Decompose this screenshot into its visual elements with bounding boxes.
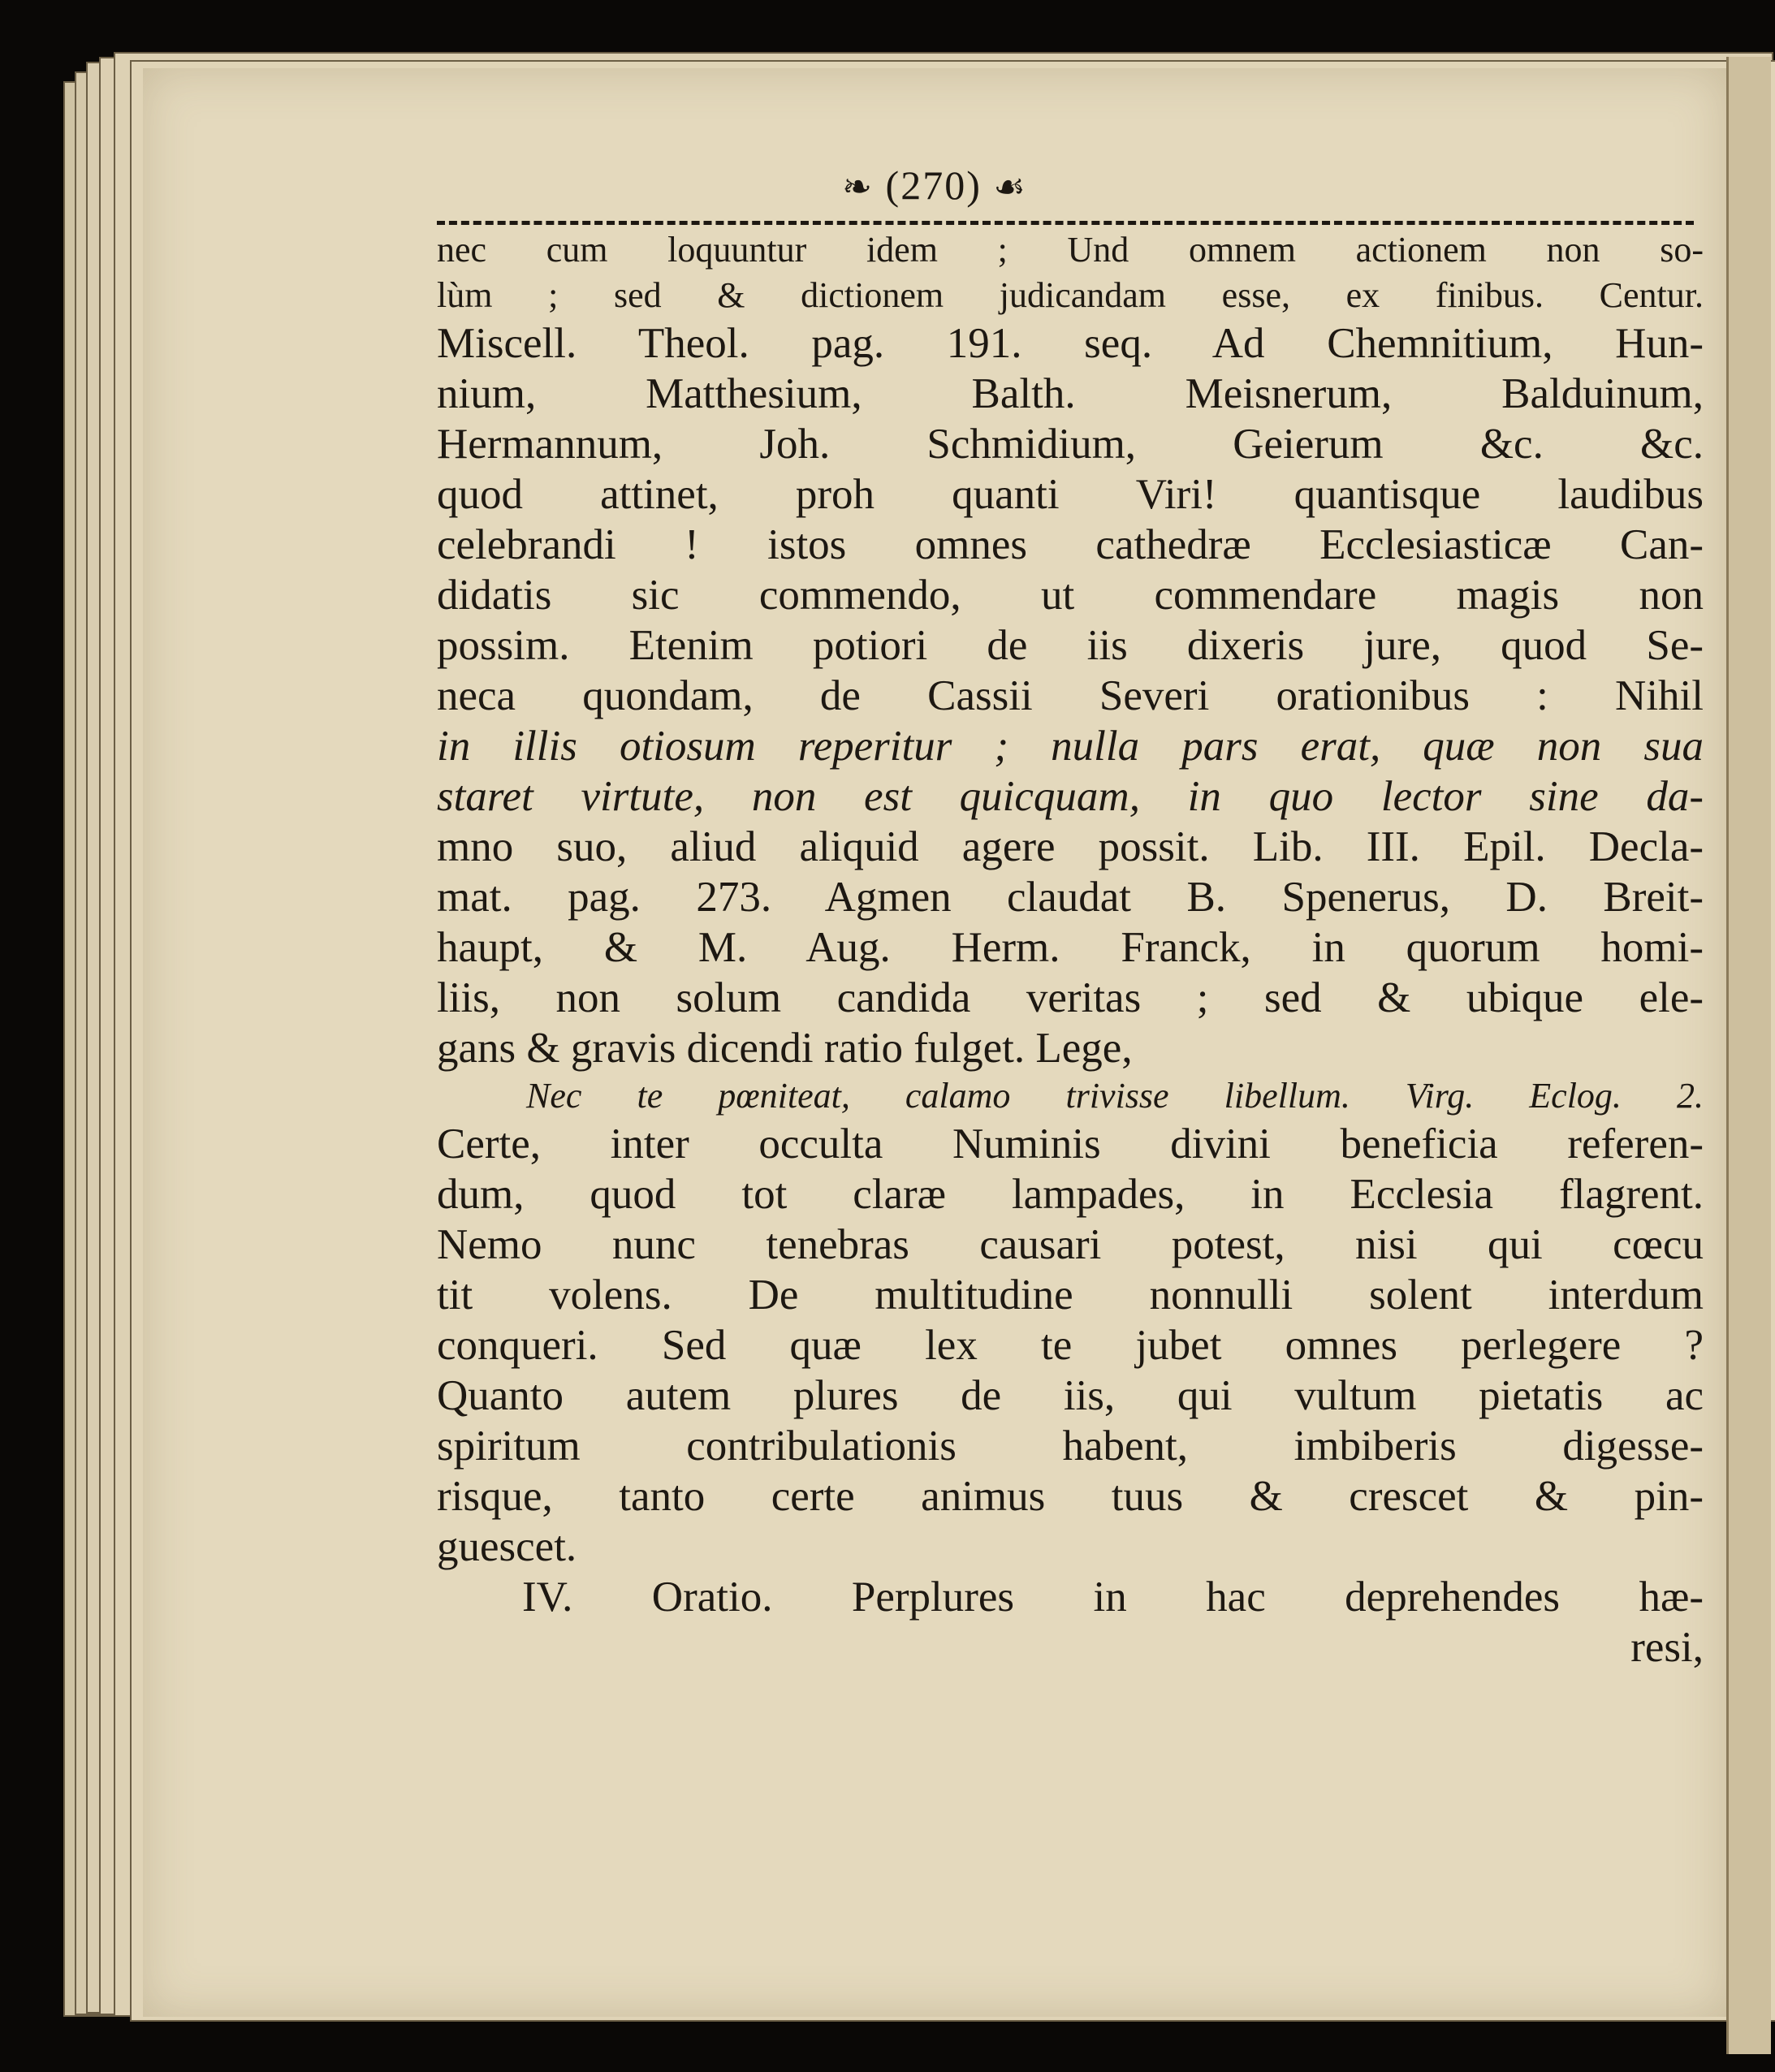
verse-quotation: Nec te pœniteat, calamo trivisse libellum. Virg. Eclog. 2.: [526, 1076, 1704, 1116]
text-line: mno suo, aliud aliquid agere possit. Lib. III. Epil. Decla-: [437, 823, 1704, 870]
right-ornament-icon: ☙: [993, 167, 1027, 207]
text-line: nium, Matthesium, Balth. Meisnerum, Balduinum,: [437, 370, 1704, 417]
facing-page-edge: [1726, 57, 1771, 2054]
catchword: resi,: [1630, 1624, 1704, 1671]
text-line: spiritum contribulationis habent, imbiberis digesse-: [437, 1422, 1704, 1470]
header-rule: [437, 221, 1694, 225]
text-line: Quanto autem plures de iis, qui vultum pietatis ac: [437, 1372, 1704, 1419]
text-line: neca quondam, de Cassii Severi orationibus : Nihil: [437, 672, 1704, 719]
running-head: [143, 162, 1726, 209]
text-line: Hermannum, Joh. Schmidium, Geierum &c. &c.: [437, 421, 1704, 468]
text-line: celebrandi ! istos omnes cathedræ Ecclesiasticæ Can-: [437, 521, 1704, 568]
text-line: quod attinet, proh quanti Viri! quantisque laudibus: [437, 471, 1704, 518]
text-line: possim. Etenim potiori de iis dixeris jure, quod Se-: [437, 622, 1704, 669]
text-line: Certe, inter occulta Numinis divini beneficia referen-: [437, 1120, 1704, 1168]
text-line: Nemo nunc tenebras causari potest, nisi qui cœcu: [437, 1221, 1704, 1268]
text-line: staret virtute, non est quicquam, in quo lector sine da-: [437, 773, 1704, 820]
text-line: tit volens. De multitudine nonnulli solent interdum: [437, 1271, 1704, 1319]
text-line: nec cum loquuntur idem ; Und omnem actionem non so-: [437, 230, 1704, 270]
left-ornament-icon: ❧: [842, 167, 875, 207]
text-line: lùm ; sed & dictionem judicandam esse, ex finibus. Centur.: [437, 275, 1704, 315]
text-line: conqueri. Sed quæ lex te jubet omnes perlegere ?: [437, 1322, 1704, 1369]
text-line: didatis sic commendo, ut commendare magis non: [437, 572, 1704, 619]
book-page: [143, 68, 1726, 2017]
text-line: guescet.: [437, 1523, 577, 1570]
text-line: mat. pag. 273. Agmen claudat B. Spenerus, D. Breit-: [437, 874, 1704, 921]
text-line: in illis otiosum reperitur ; nulla pars erat, quæ non sua: [437, 723, 1704, 770]
text-line: Miscell. Theol. pag. 191. seq. Ad Chemnitium, Hun-: [437, 320, 1704, 367]
text-line: dum, quod tot claræ lampades, in Ecclesia flagrent.: [437, 1171, 1704, 1218]
text-line: haupt, & M. Aug. Herm. Franck, in quorum homi-: [437, 924, 1704, 971]
page-number: (270): [885, 162, 982, 208]
body-text: [437, 227, 1704, 1673]
text-line: gans & gravis dicendi ratio fulget. Lege,: [437, 1025, 1133, 1072]
text-line: liis, non solum candida veritas ; sed & ubique ele-: [437, 974, 1704, 1021]
text-line: risque, tanto certe animus tuus & crescet & pin-: [437, 1473, 1704, 1520]
section-line: IV. Oratio. Perplures in hac deprehendes hæ-: [522, 1573, 1704, 1621]
